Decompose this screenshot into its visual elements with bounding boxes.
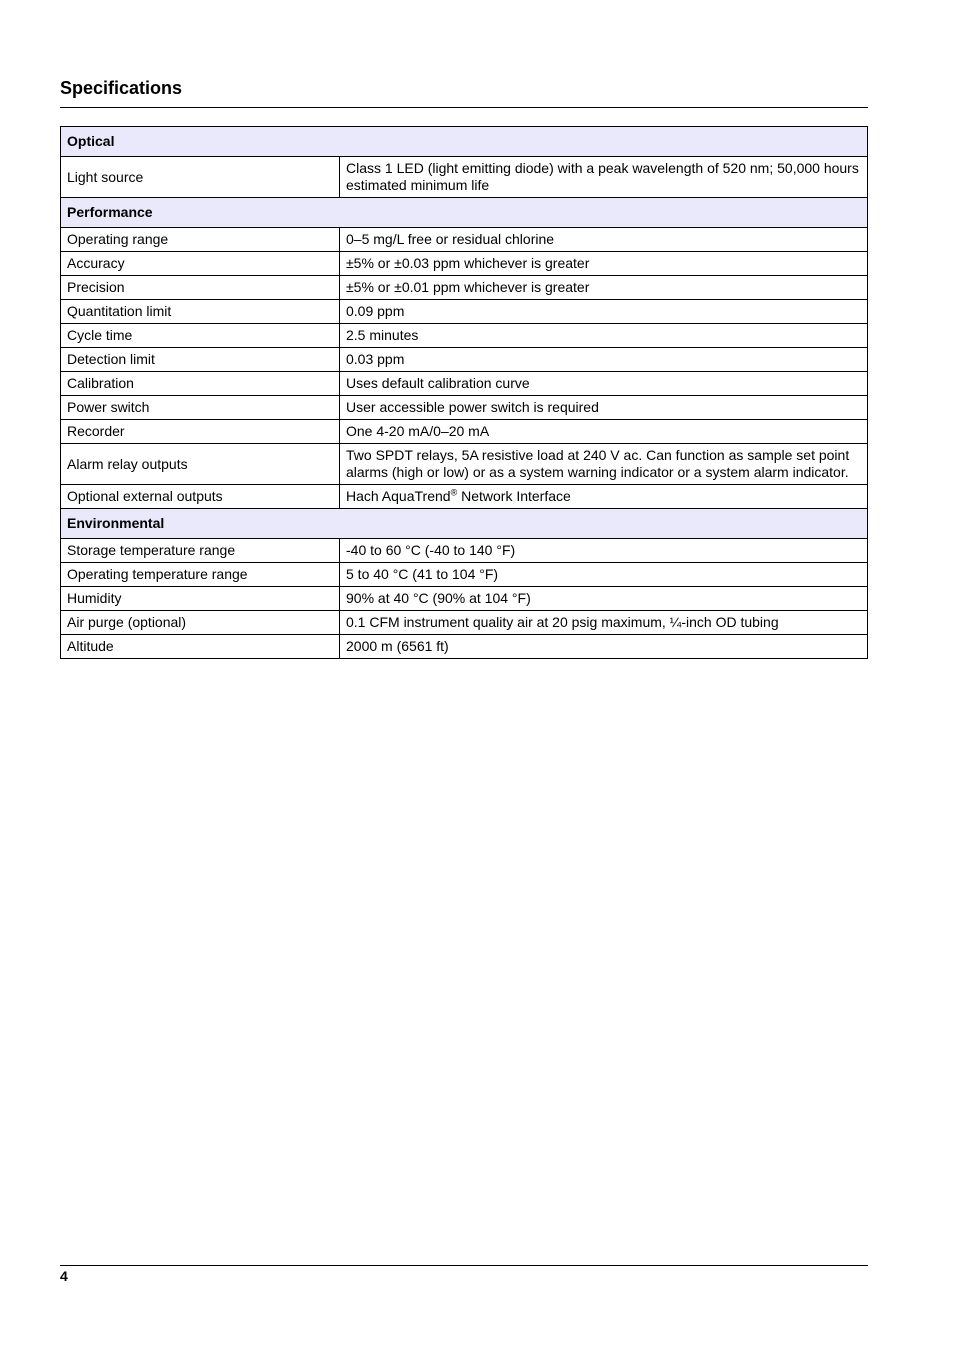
spec-label: Air purge (optional)	[61, 611, 340, 635]
section-header-optical	[61, 127, 868, 157]
spec-value	[340, 485, 868, 509]
section-heading: Performance	[61, 198, 868, 228]
table-row	[61, 276, 868, 300]
table-row	[61, 157, 868, 198]
table-row	[61, 539, 868, 563]
spec-value-text: Hach AquaTrend	[346, 488, 451, 504]
spec-value: User accessible power switch is required	[340, 396, 868, 420]
table-row	[61, 324, 868, 348]
spec-value: Class 1 LED (light emitting diode) with a peak wavelength of 520 nm; 50,000 hours estimated minimum life	[340, 157, 868, 198]
table-row	[61, 563, 868, 587]
spec-value: -40 to 60 °C (-40 to 140 °F)	[340, 539, 868, 563]
spec-label: Cycle time	[61, 324, 340, 348]
spec-value: Two SPDT relays, 5A resistive load at 240 V ac. Can function as sample set point alarms (high or low) or as a system warning indicator or a system alarm indicator.	[340, 444, 868, 485]
table-row	[61, 611, 868, 635]
table-row	[61, 300, 868, 324]
section-heading: Optical	[61, 127, 868, 157]
spec-label: Operating range	[61, 228, 340, 252]
table-row	[61, 348, 868, 372]
spec-label: Light source	[61, 157, 340, 198]
spec-value: 2000 m (6561 ft)	[340, 635, 868, 659]
page-title: Specifications	[60, 78, 183, 98]
table-row	[61, 635, 868, 659]
table-row	[61, 372, 868, 396]
specifications-table	[60, 126, 868, 659]
spec-value: 5 to 40 °C (41 to 104 °F)	[340, 563, 868, 587]
spec-label: Power switch	[61, 396, 340, 420]
footer-divider	[60, 1265, 868, 1266]
section-header-environmental	[61, 509, 868, 539]
spec-value: 0.1 CFM instrument quality air at 20 psig maximum, ¼-inch OD tubing	[340, 611, 868, 635]
spec-value: 90% at 40 °C (90% at 104 °F)	[340, 587, 868, 611]
spec-value: Uses default calibration curve	[340, 372, 868, 396]
registered-mark: ®	[450, 487, 458, 498]
spec-label: Precision	[61, 276, 340, 300]
spec-value: 2.5 minutes	[340, 324, 868, 348]
table-row	[61, 587, 868, 611]
table-row	[61, 252, 868, 276]
spec-value: 0.03 ppm	[340, 348, 868, 372]
spec-label: Optional external outputs	[61, 485, 340, 509]
spec-value: 0.09 ppm	[340, 300, 868, 324]
table-row	[61, 396, 868, 420]
spec-label: Alarm relay outputs	[61, 444, 340, 485]
spec-value-text: Network Interface	[457, 488, 571, 504]
spec-value: One 4-20 mA/0–20 mA	[340, 420, 868, 444]
spec-label: Altitude	[61, 635, 340, 659]
spec-label: Accuracy	[61, 252, 340, 276]
section-header-performance	[61, 198, 868, 228]
title-divider	[60, 107, 868, 108]
spec-label: Quantitation limit	[61, 300, 340, 324]
spec-label: Humidity	[61, 587, 340, 611]
spec-label: Detection limit	[61, 348, 340, 372]
table-row	[61, 420, 868, 444]
table-row	[61, 228, 868, 252]
page-number: 4	[60, 1268, 68, 1284]
spec-label: Recorder	[61, 420, 340, 444]
spec-label: Operating temperature range	[61, 563, 340, 587]
spec-label: Calibration	[61, 372, 340, 396]
table-row	[61, 444, 868, 485]
spec-label: Storage temperature range	[61, 539, 340, 563]
section-heading: Environmental	[61, 509, 868, 539]
spec-value: 0–5 mg/L free or residual chlorine	[340, 228, 868, 252]
table-row	[61, 485, 868, 509]
spec-value: ±5% or ±0.01 ppm whichever is greater	[340, 276, 868, 300]
spec-value: ±5% or ±0.03 ppm whichever is greater	[340, 252, 868, 276]
